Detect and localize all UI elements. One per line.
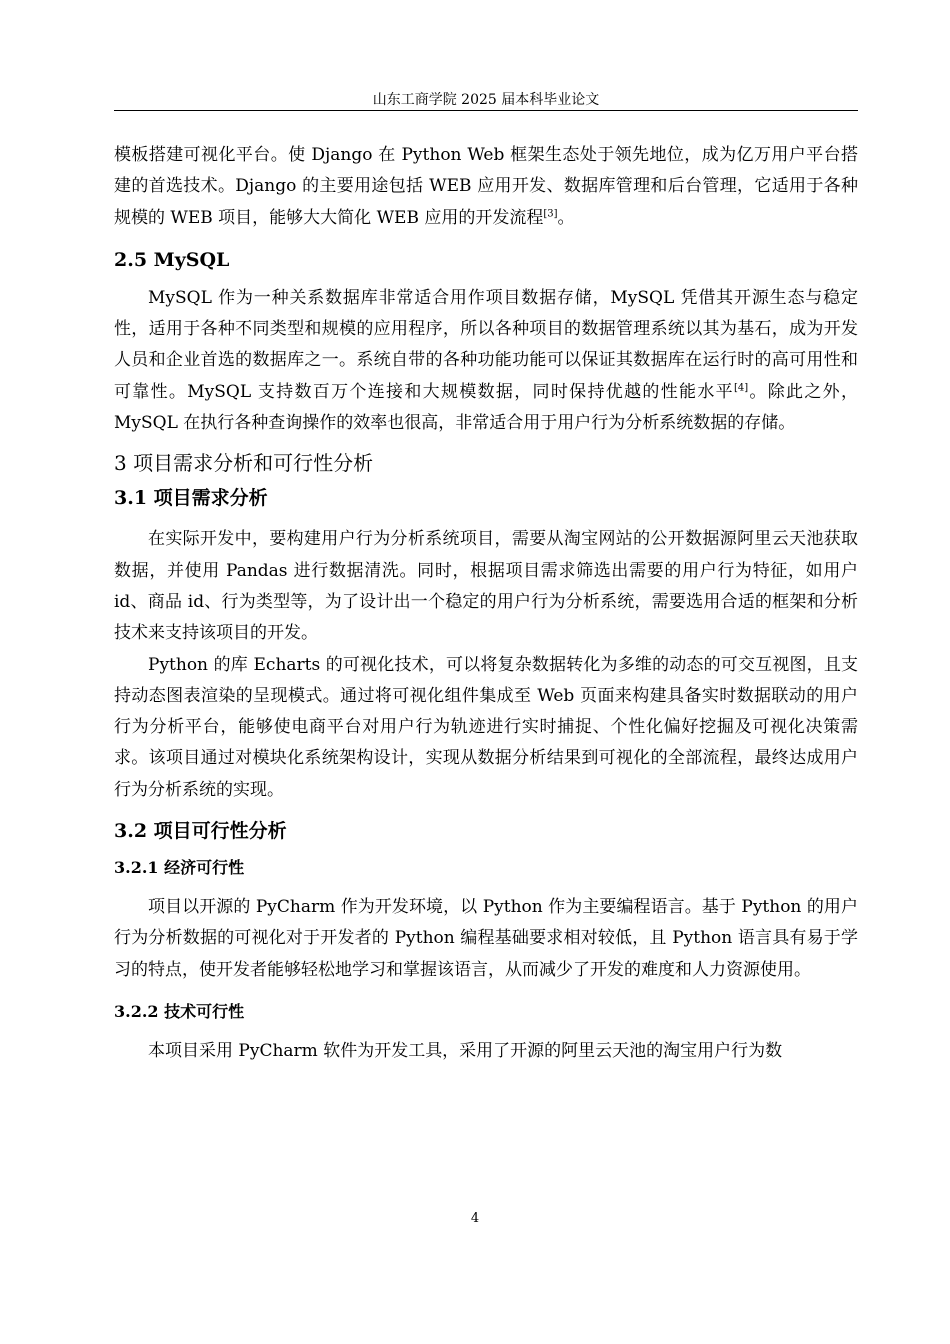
subsection-heading-3-2-2: 3.2.2 技术可行性 xyxy=(114,1001,245,1021)
paragraph-text: 模板搭建可视化平台。使 Django 在 Python Web 框架生态处于领先地位，成为亿万用户平台搭建的首选技术。Django 的主要用途包括 WEB 应用开发、数据库管理和后台管理，它适用于各种规模的 WEB 项目，能够大大简化 WEB 应用的开发流程 xyxy=(114,145,858,228)
citation-ref: [3] xyxy=(543,207,558,219)
section-heading-2-5: 2.5 MySQL xyxy=(114,248,230,271)
paragraph-django-continued xyxy=(114,140,858,234)
paragraph-requirements-2: Python 的库 Echarts 的可视化技术，可以将复杂数据转化为多维的动态的可交互视图，且支持动态图表渲染的呈现模式。通过将可视化组件集成至 Web 页面来构建具备实时数据联动的用户行为分析平台，能够使电商平台对用户行为轨迹进行实时捕捉、个性化偏好挖掘及可视化决策需求。该项目通过对模块化系统架构设计，实现从数据分析结果到可视化的全部流程，最终达成用户行为分析系统的实现。 xyxy=(114,654,858,800)
section-heading-3-1: 3.1 项目需求分析 xyxy=(114,487,268,510)
paragraph-requirements-1: 在实际开发中，要构建用户行为分析系统项目，需要从淘宝网站的公开数据源阿里云天池获取数据，并使用 Pandas 进行数据清洗。同时，根据项目需求筛选出需要的用户行为特征，如用户 id、商品 id、行为类型等，为了设计出一个稳定的用户行为分析系统，需要选用合适的框架和分析技术来支持该项目的开发。 xyxy=(114,529,858,644)
paragraph-mysql xyxy=(114,283,858,439)
paragraph-technical-feasibility: 本项目采用 PyCharm 软件为开发工具，采用了开源的阿里云天池的淘宝用户行为数 xyxy=(148,1040,783,1061)
citation-ref: [4] xyxy=(733,382,749,394)
paragraph-economic-feasibility: 项目以开源的 PyCharm 作为开发环境，以 Python 作为主要编程语言。基于 Python 的用户行为分析数据的可视化对于开发者的 Python 编程基础要求相对较低，且 Python 语言具有易于学习的特点，使开发者能够轻松地学习和掌握该语言，从而减少了开发的难度和人力资源使用。 xyxy=(114,897,858,980)
paragraph-text: MySQL 作为一种关系数据库非常适合用作项目数据存储，MySQL 凭借其开源生态与稳定性，适用于各种不同类型和规模的应用程序，所以各种项目的数据管理系统以其为基石，成为开发人员和企业首选的数据库之一。系统自带的各种功能功能可以保证其数据库在运行时的高可用性和可靠性。MySQL 支持数百万个连接和大规模数据，同时保持优越的性能水平 xyxy=(114,287,858,402)
section-heading-3-2: 3.2 项目可行性分析 xyxy=(114,820,287,843)
header-rule xyxy=(114,110,858,111)
subsection-heading-3-2-1: 3.2.1 经济可行性 xyxy=(114,858,245,878)
paragraph-text-continued: 。除此之外，MySQL 在执行各种查询操作的效率也很高，非常适合用于用户行为分析系统数据的存储。 xyxy=(114,381,858,434)
chapter-heading-3: 3 项目需求分析和可行性分析 xyxy=(114,451,374,476)
body-content xyxy=(114,140,858,1067)
page-number: 4 xyxy=(470,1211,480,1226)
running-header: 山东工商学院 2025 届本科毕业论文 xyxy=(372,92,600,108)
paragraph-tail: 。 xyxy=(557,207,575,228)
